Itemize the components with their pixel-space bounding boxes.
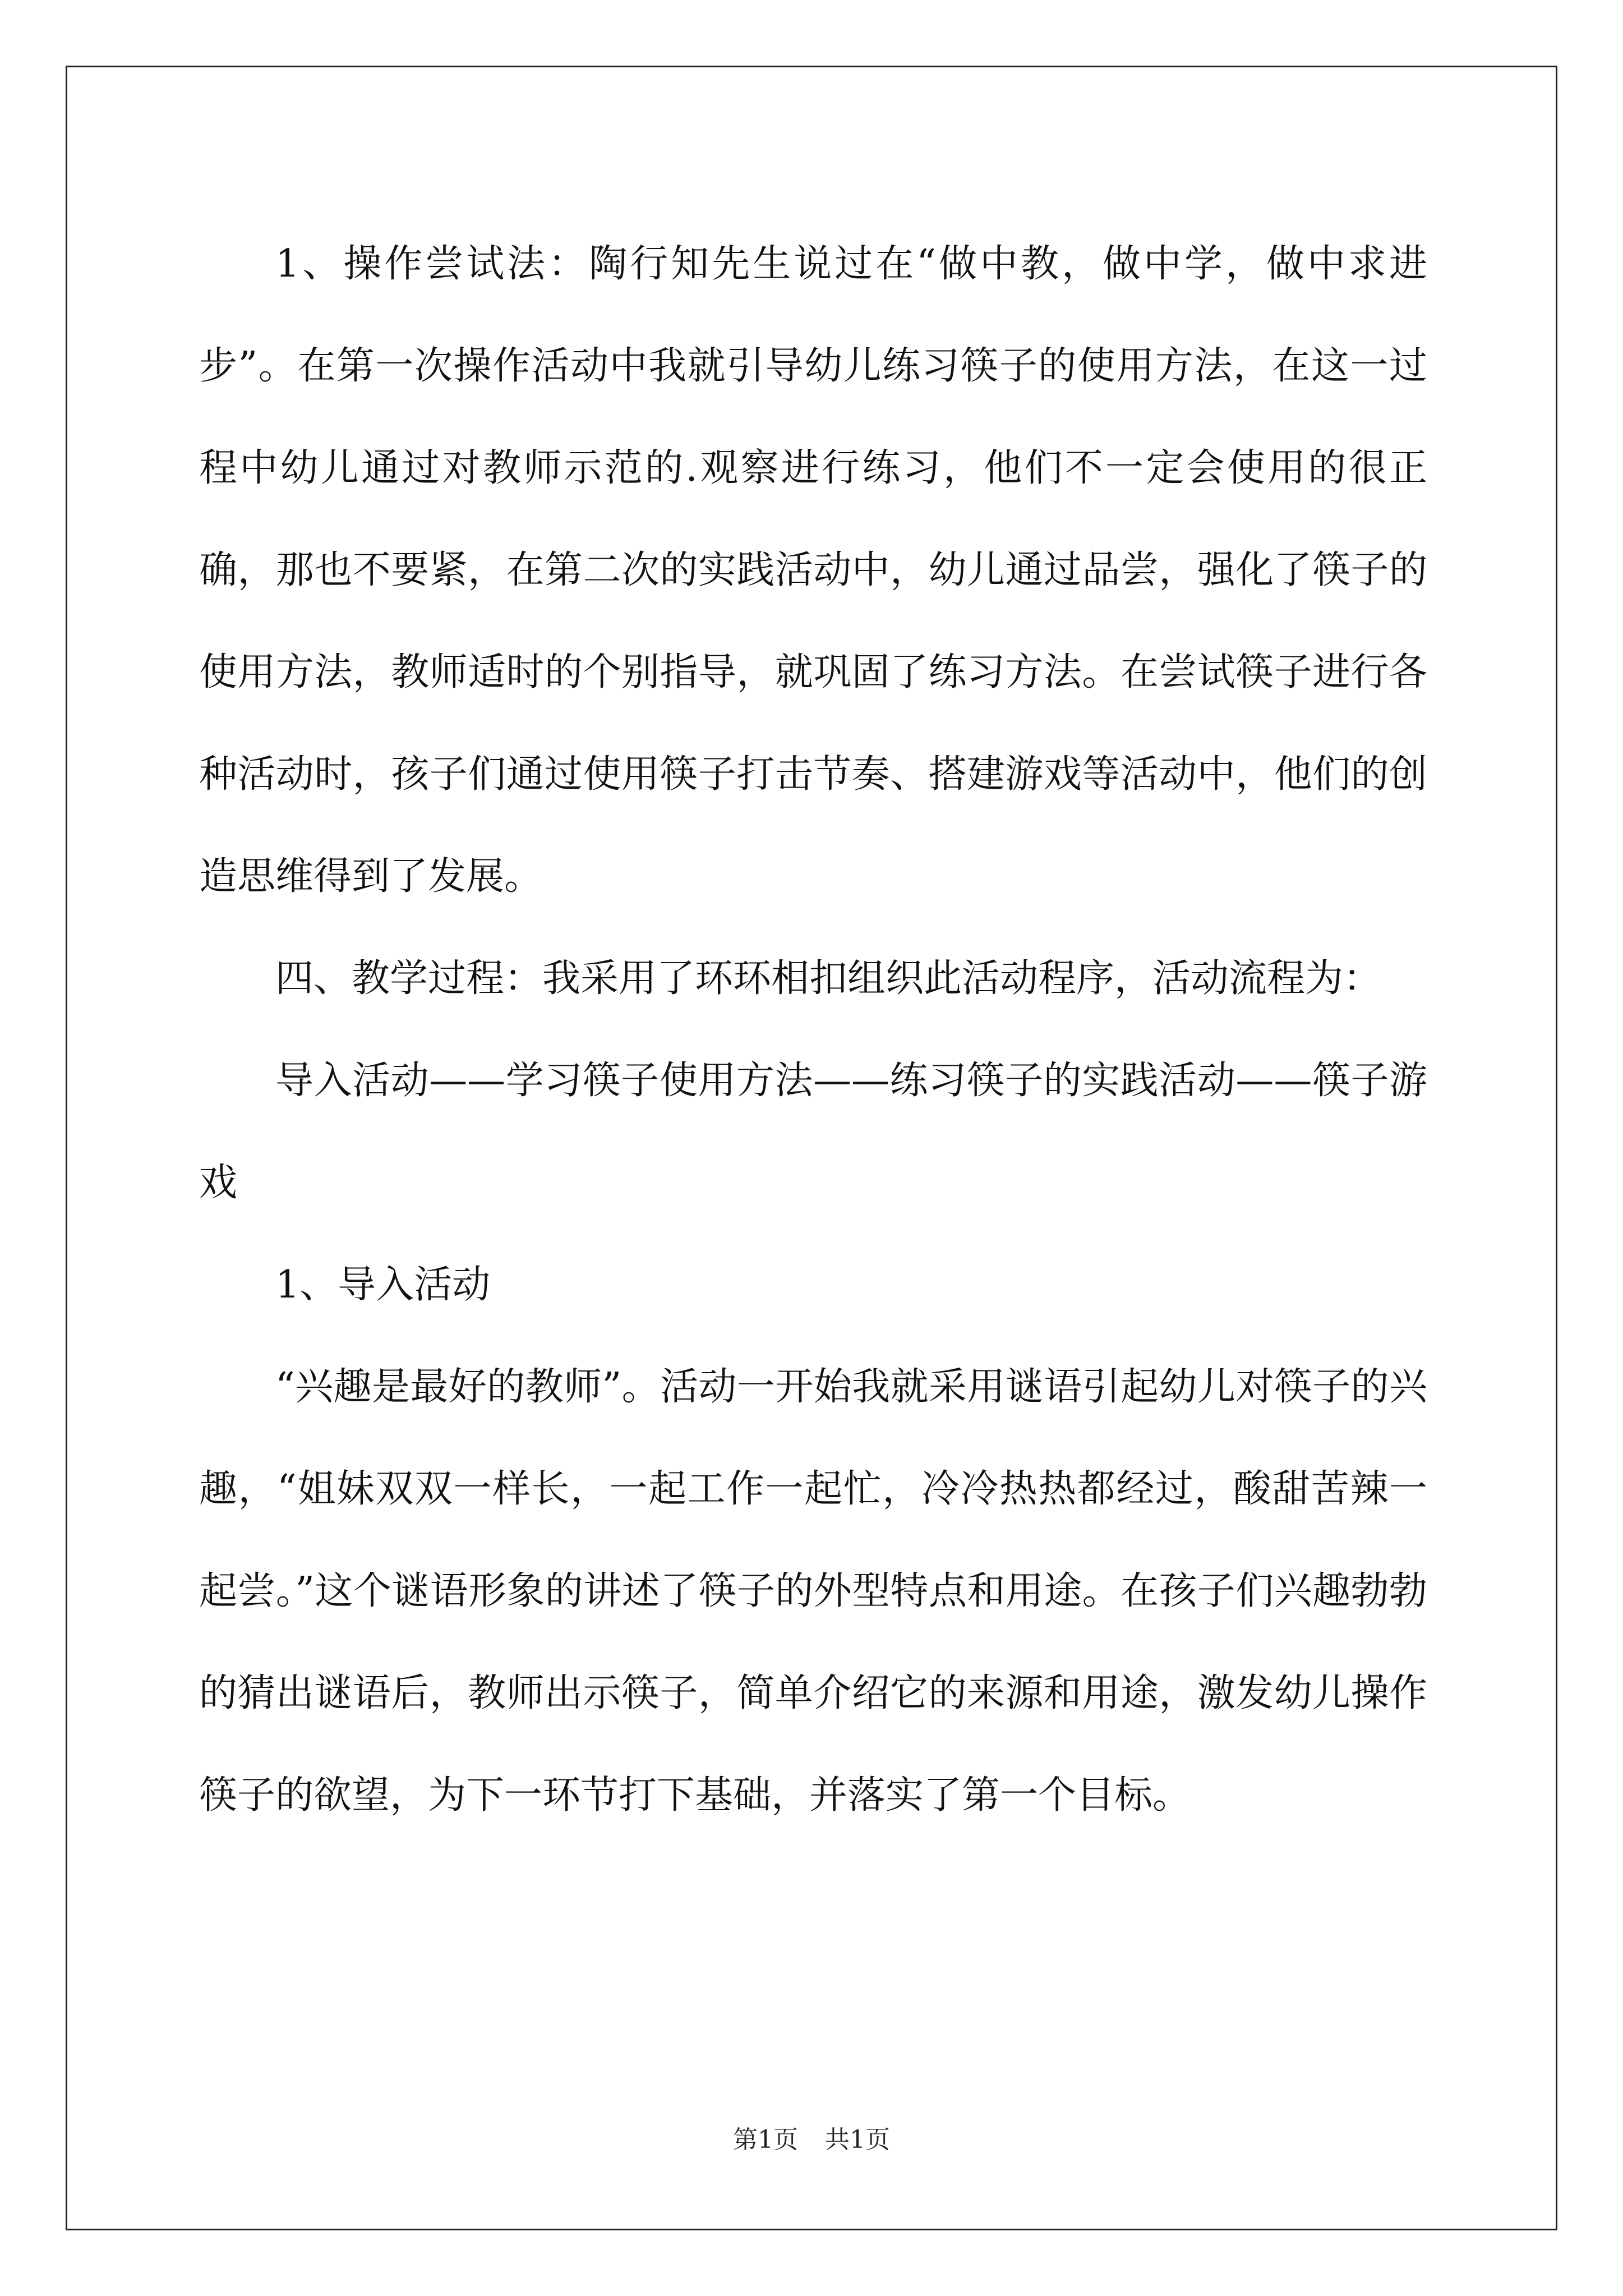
document-body	[199, 213, 1427, 1847]
paragraph-operation-method: 1、操作尝试法：陶行知先生说过在“做中教，做中学，做中求进步”。在第一次操作活动中我就引导幼儿练习筷子的使用方法，在这一过程中幼儿通过对教师示范的.观察进行练习，他们不一定会使用的很正确，那也不要紧，在第二次的实践活动中，幼儿通过品尝，强化了筷子的使用方法，教师适时的个别指导，就巩固了练习方法。在尝试筷子进行各种活动时，孩子们通过使用筷子打击节奏、搭建游戏等活动中，他们的创造思维得到了发展。	[199, 242, 1427, 899]
paragraph-teaching-process: 四、教学过程：我采用了环环相扣组织此活动程序，活动流程为：	[275, 956, 1382, 1001]
paragraph-activity-flow: 导入活动——学习筷子使用方法——练习筷子的实践活动——筷子游戏	[199, 1059, 1427, 1205]
page-total: 共1页	[825, 2125, 890, 2154]
paragraph-intro-activity: “兴趣是最好的教师”。活动一开始我就采用谜语引起幼儿对筷子的兴趣，“姐妹双双一样长，一起工作一起忙，冷冷热热都经过，酸甜苦辣一起尝。”这个谜语形象的讲述了筷子的外型特点和用途。在孩子们兴趣勃勃的猜出谜语后，教师出示筷子，简单介绍它的来源和用途，激发幼儿操作筷子的欲望，为下一环节打下基础，并落实了第一个目标。	[199, 1365, 1427, 1818]
page-number: 第1页	[733, 2125, 798, 2154]
page-footer	[0, 2119, 1623, 2155]
section-heading-intro-activity: 1、导入活动	[275, 1263, 491, 1307]
